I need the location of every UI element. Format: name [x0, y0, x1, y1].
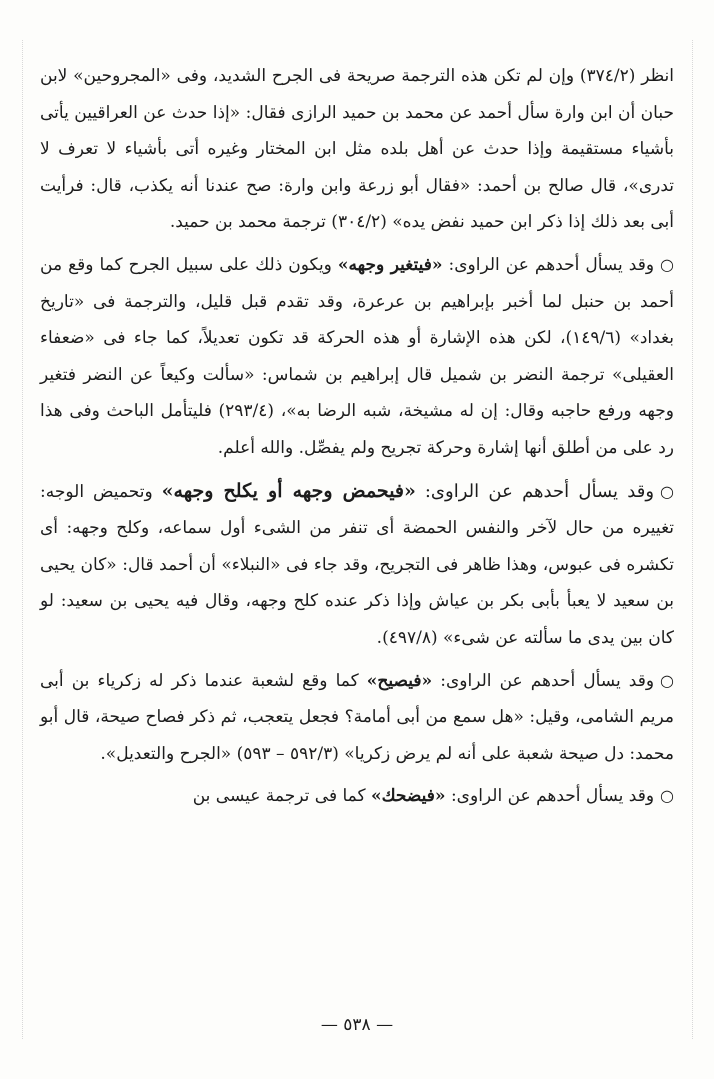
- bullet-circle-icon: ○: [660, 254, 675, 274]
- paragraph-lead: وقد يسأل أحدهم عن الراوى:: [440, 670, 655, 691]
- paragraph-term: «فيضحك»: [370, 786, 446, 807]
- paragraph-lead: وقد يسأل أحدهم عن الراوى:: [450, 786, 655, 807]
- paragraph-yadhak: [40, 778, 674, 815]
- paragraph-lead: وقد يسأل أحدهم عن الراوى:: [448, 254, 655, 275]
- paragraph-yataghayyar: [40, 247, 674, 467]
- paragraph-term: «فيصيح»: [366, 670, 433, 691]
- bullet-circle-icon: ○: [660, 670, 675, 690]
- paragraph-term: «فيحمض وجهه أو يكلح وجهه»: [161, 479, 416, 502]
- paragraph-text: وتحميض الوجه: تغييره من حال لآخر والنفس الحمضة أى تنفر من الشىء أول سماعه، وكلح وجهه: أى تكشره فى عبوس، وهذا ظاهر فى التجريح، وقد جاء فى «النبلاء» أن أحمد قال: «كان يحيى بن سعيد لا يعبأ بأبى بكر بن عياش وإذا ذكر عنده كلح وجهه، وقال فيه يحيى بن سعيد: لو كان بين يدى ما سألته عن شىء» (٤٩٧/٨).: [40, 481, 674, 648]
- paragraph-lead: وقد يسأل أحدهم عن الراوى:: [424, 480, 655, 502]
- paragraph-intro: [40, 58, 674, 241]
- paragraph-term: «فيتغير وجهه»: [337, 254, 443, 275]
- bullet-circle-icon: ○: [660, 786, 674, 806]
- paragraph-text: انظر (٣٧٤/٢) وإن لم تكن هذه الترجمة صريحة فى الجرح الشديد، وفى «المجروحين» لابن حبان أن ابن وارة سأل أحمد عن محمد بن حميد الرازى فقال: «إذا حدث عن العراقيين يأتى بأشياء مستقيمة وإذا حدث عن أهل بلده مثل ابن المختار وغيره أتى بأشياء لا تعرف لا تدرى»، قال صالح بن أحمد: «فقال أبو زرعة وابن وارة: صح عندنا أنه يكذب، قال: فرأيت أبى بعد ذلك إذا ذكر ابن حميد نفض يده» (٣٠٤/٢) ترجمة محمد بن حميد.: [40, 66, 674, 233]
- paragraph-text: كما وقع لشعبة عندما ذكر له زكرياء بن أبى مريم الشامى، وقيل: «هل سمع من أبى أمامة؟ فجعل يتعجب، ثم ذكر فصاح صيحة، قال أبو محمد: دل صيحة شعبة على أنه لم يرض زكريا» (٥٩٢/٣ – ٥٩٣) «الجرح والتعديل».: [40, 670, 674, 764]
- page-number: — ٥٣٨ —: [320, 1015, 394, 1035]
- page-body: [40, 58, 674, 815]
- bullet-circle-icon: ○: [660, 481, 675, 501]
- paragraph-yuhmiz: [40, 473, 674, 657]
- right-margin-guide: [692, 40, 693, 1039]
- left-margin-guide: [22, 40, 23, 1039]
- paragraph-text: كما فى ترجمة عيسى بن: [192, 786, 366, 807]
- paragraph-yasih: [40, 663, 674, 773]
- paragraph-text: ويكون ذلك على سبيل الجرح كما وقع من أحمد بن حنبل لما أخبر بإبراهيم بن عرعرة، وقد تقدم قبل قليل، والترجمة فى «تاريخ بغداد» (١٤٩/٦)، لكن هذه الإشارة أو هذه الحركة قد تكون تعديلاً، كما جاء فى «ضعفاء العقيلى» ترجمة النضر بن شميل قال إبراهيم بن شماس: «سألت وكيعاً عن النضر فتغير وجهه ورفع حاجبه وقال: إن له مشيخة، شبه الرضا به»، (٢٩٣/٤) فليتأمل الباحث وفى هذا رد على من أطلق أنها إشارة وحركة تجريح ولم يفصِّل. والله أعلم.: [40, 254, 674, 458]
